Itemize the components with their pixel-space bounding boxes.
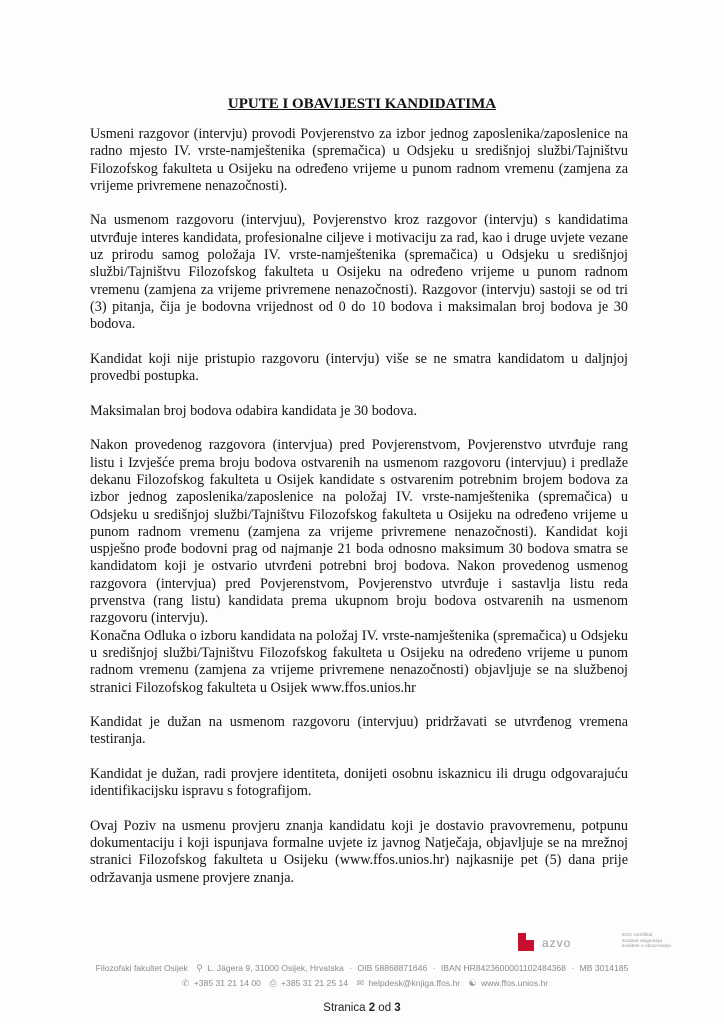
paragraph-absent-candidate: Kandidat koji nije pristupio razgovoru (intervju) više se ne smatra kandidatom u daljnjoj provedbi postupka. [90,350,628,385]
footer-address: L. Jägera 9, 31000 Osijek, Hrvatska [207,963,344,973]
page-number-total: 3 [394,1002,401,1014]
azvo-logo [514,931,684,955]
web-icon: ☯ [468,978,477,988]
document-title: UPUTE I OBAVIJESTI KANDIDATIMA [227,96,497,112]
paragraph-identity: Kandidat je dužan, radi provjere identiteta, donijeti osobnu iskaznicu ili drugu odgovarajuću identifikacijsku ispravu s fotografijom. [90,765,628,800]
azvo-wordmark: azvo [542,936,572,950]
phone-icon: ✆ [181,978,190,988]
document-body [90,126,628,904]
footer-web[interactable]: www.ffos.unios.hr [480,978,549,988]
paragraph-ranking: Nakon provedenog razgovora (intervjua) pred Povjerenstvom, Povjerenstvo utvrđuje rang listu i Izvješće prema broju bodova ostvarenih na usmenom razgovoru (intervjuu) i predlaže dekanu Filozofskog fakulteta u Osijek kandidate s ostvarenim potrebnim brojem bodova za izbor jednog zaposlenika/zaposlenice na položaj IV. vrste-namještenika (spremačica) u Odsjeku u središnjoj službi/Tajništvu Filozofskog fakulteta u Osijeku na određeno vrijeme u punom radnom vremenu (zamjena za vrijeme privremene nenazočnosti). Kandidat koji uspješno prođe bodovni prag od najmanje 21 boda odnosno maksimum 30 bodova smatra se kandidatom koji je ostvario utvrđeni potrebni broj bodova. Nakon provedenog usmenog razgovora (intervjua) pred Povjerenstvom, Povjerenstvo utvrđuje i sastavlja listu reda prvenstva (rang listu) kandidata prema ukupnom broju bodova ostvarenih na usmenom razgovoru (intervju). [90,437,628,627]
certificate-line: kvalitete u obrazovanju [622,944,672,950]
footer-fax: +385 31 21 25 14 [280,978,349,988]
footer-mb: MB 3014185 [579,963,629,973]
paragraph-max-points: Maksimalan broj bodova odabira kandidata je 30 bodova. [90,402,418,419]
footer-iban: IBAN HR8423600001102484368 [440,963,566,973]
certificate-line: ESG Certifikat [622,933,653,938]
paragraph-interview-intro: Usmeni razgovor (intervju) provodi Povjerenstvo za izbor jednog zaposlenika/zaposlenice na radno mjesto IV. vrste-namještenika (spremačica) u Odsjeku u središnjoj službi/Tajništvu Filozofskog fakulteta u Osijeku na određeno vrijeme u punom radnom vremenu (zamjena za vrijeme privremene nenazočnosti). [90,126,628,194]
location-icon: ⚲ [196,963,203,973]
paragraph-final-decision: Konačna Odluka o izboru kandidata na položaj IV. vrste-namještenika (spremačica) u Odsjeku u središnjoj službi/Tajništvu Filozofskog fakulteta u Osijeku na određeno vrijeme u punom radnom vremenu (zamjena za vrijeme privremene nenazočnosti) objavljuje se na službenoj stranici Filozofskog fakulteta u Osijek www.ffos.unios.hr [90,627,628,696]
page-number-prefix: Stranica [323,1002,366,1014]
footer-phone[interactable]: +385 31 21 14 00 [193,978,261,988]
email-icon: ✉ [356,978,364,988]
footer-email[interactable]: helpdesk@knjiga.ffos.hr [368,978,461,988]
certificate-line: sustava osiguranja [622,938,662,944]
azvo-mark-icon [514,931,536,953]
footer-address-line: Filozofski fakultet Osijek ⚲ L. Jägera 9, 31000 Osijek, Hrvatska · OIB 58868871646 · IBAN HR8423600001102484368 · MB 3014185 [95,963,629,973]
footer-contact-line [0,978,724,989]
footer-institution: Filozofski fakultet Osijek [95,963,188,973]
paragraph-interview-content: Na usmenom razgovoru (intervjuu), Povjerenstvo kroz razgovor (intervju) s kandidatima utvrđuje interes kandidata, profesionalne ciljeve i motivaciju za rad, kao i druge uvjete vezane uz prirodu samog položaja IV. vrste-namještenika (spremačica) u Odsjeku u središnjoj službi/Tajništvu Filozofskog fakulteta u Osijeku na određeno vrijeme u punom radnom vremenu (zamjena za vrijeme privremene nenazočnosti). Razgovor (intervju) sastoji se od tri (3) pitanja, čija je bodovna vrijednost od 0 do 10 bodova i maksimalan broj bodova je 30 bodova. [90,212,628,333]
paragraph-publication: Ovaj Poziv na usmenu provjeru znanja kandidatu koji je dostavio pravovremenu, potpunu dokumentaciju i koji ispunjava formalne uvjete iz javnog Natječaja, objavljuje se na mrežnoj stranici Filozofskog fakulteta u Osijeku (www.ffos.unios.hr) najkasnije pet (5) dana prije održavanja usmene provjere znanja. [90,817,628,886]
page-number [0,1002,724,1014]
fax-icon: ⎙ [269,978,277,988]
page-number-middle: od [378,1002,392,1014]
paragraph-testing-time: Kandidat je dužan na usmenom razgovoru (intervjuu) pridržavati se utvrđenog vremena testiranja. [90,714,628,748]
footer-oib: OIB 58868871646 [357,963,428,973]
certificate-text [622,933,686,950]
page-number-current: 2 [368,1002,376,1014]
